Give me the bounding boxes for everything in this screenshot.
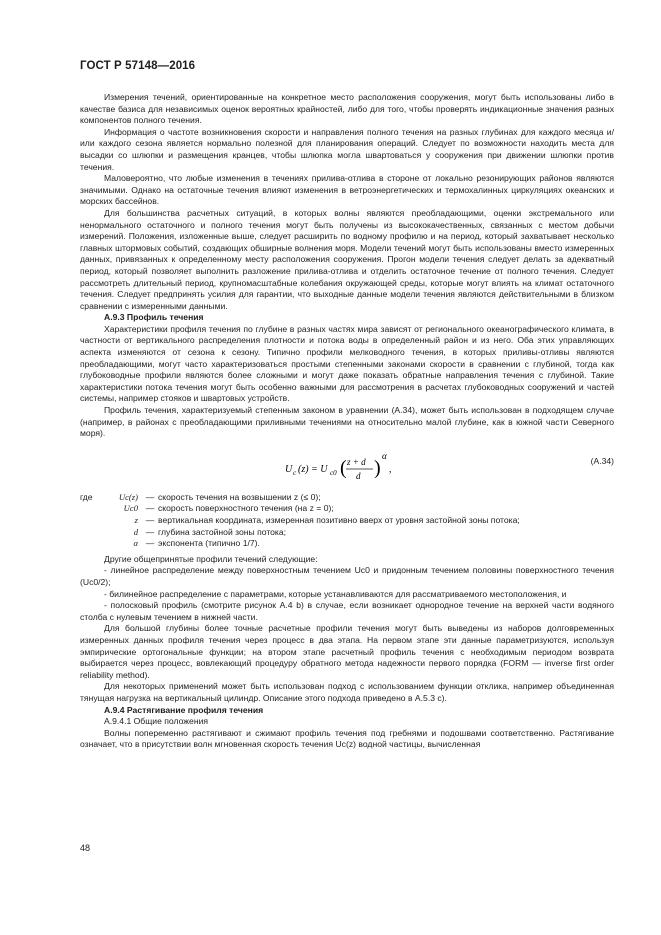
definition-symbol: z — [134, 515, 138, 525]
definition-symbol: d — [133, 526, 138, 537]
paragraph: Для большинства расчетных ситуаций, в которых волны являются преобладающими, оценки экстремального или ненормального остаточного и полного течения могут быть получены из высококачественных, связанных с местом добычи измерений. Положения, изложенные выше, следует расширить по водному профилю и на период, который захватывает несколько главных штормовых событий, создающих обширные волнения моря. Модели течений могут быть использованы вместо измеренных данных, привязанных к определенному месту расположения сооружения. Прогон модели течения следует делать за адекватный период, который позволяет выполнить разложение прилива-отлива и отделить остаточное течение от полного течения. Следует рассмотреть длительный период, крупномасштабные колебания окружающей среды, которые могут влиять на климат остаточного течения. Следует предпринять усилия для гарантии, что выходные данные модели течения являются действительными в близком сравнении с измеренными данными. — [80, 207, 614, 311]
svg-text:(: ( — [340, 456, 347, 479]
symbol-definitions — [80, 492, 614, 550]
formula-exponent: α — [382, 450, 387, 461]
equation-a34 — [80, 444, 614, 488]
formula-trailing-comma: , — [389, 463, 392, 475]
formula-lhs-arg: (z) = U — [298, 463, 328, 475]
paragraph: Другие общепринятые профили течений следующие: — [104, 553, 318, 564]
page-number: 48 — [80, 843, 91, 853]
paragraph: Характеристики профиля течения по глубине в разных частях мира зависят от регионального океанографического климата, в частности от вертикального распределения плотности и потока воды в определенный район и из него. Оба этих управляющих аспекта изменяются от сезона к сезону. Типично профили мелководного течения, в которых приливы-отливы являются преобладающими, могут часто характеризоваться простыми степенными законами скорости в сравнении с глубиной, тогда как глубоководные профили являются более сложными и могут даже показать обратные направления течения с глубиной. Такие характеристики потока течения могут быть особенно важными для рассмотрения в расчетах глубоководных сооружений и частей системы, например стояков и швартовых устройств. — [80, 323, 614, 404]
definition-row — [80, 492, 614, 504]
section-heading-a93: А.9.3 Профиль течения — [104, 312, 204, 323]
equation-number: (А.34) — [590, 455, 614, 466]
definition-symbol: Uc(z) — [118, 491, 138, 502]
document-body — [80, 92, 614, 751]
definition-lead — [80, 503, 104, 515]
definition-text: вертикальная координата, измеренная позитивно вверх от уровня застойной зоны потока; — [158, 515, 520, 525]
formula-fraction-denominator: d — [356, 470, 361, 481]
definition-row — [80, 538, 614, 550]
list-item: - полосковый профиль (смотрите рисунок А.4 b) в случае, если возникает однородное течение на верхней части водяного столба с нулевым течением в нижней части. — [80, 600, 614, 622]
standard-header: ГОСТ Р 57148—2016 — [80, 60, 196, 72]
definition-row — [80, 527, 614, 539]
definition-row — [80, 515, 614, 527]
definition-text: глубина застойной зоны потока; — [158, 526, 287, 537]
subsection-heading-a941: А.9.4.1 Общие положения — [104, 716, 209, 727]
formula-fraction-numerator: z + d — [347, 456, 366, 467]
formula-lhs-sub: c — [293, 468, 297, 477]
paragraph: Для большой глубины более точные расчетные профили течения могут быть выведены из наборов долговременных измеренных данных профиля течения через процесс в два этапа. На первом этапе эти данные параметризуются, используя эмпирические ортогональные функции; на втором этапе расчетный профиль течения с необходимым периодом возврата выбирается через процесс, вовлекающий процедуру обратного метода надежности первого порядка (FORM — inverse first order reliability method). — [80, 623, 614, 680]
svg-text:): ) — [374, 456, 381, 479]
definition-symbol: Uc0 — [123, 503, 138, 514]
paragraph: Для некоторых применений может быть использован подход с использованием функции отклика, например объединенная тянущая нагрузка на вертикальный цилиндр. Описание этого подхода приведено в А.5.3 с). — [80, 681, 614, 703]
paragraph: Маловероятно, что любые изменения в течениях прилива-отлива в стороне от локально резонирующих районов являются значимыми. Однако на остаточные течения влияют изменения в ветроэнергетических и термохалинных циркуляциях океанских и морских бассейнов. — [80, 173, 614, 207]
paragraph: Информация о частоте возникновения скорости и направления полного течения на разных глубинах для каждого месяца и/или каждого сезона является нормально полезной для планирования операций. Следует по возможности находить места для высадки со шлюпки и размещения кранцев, чтобы шлюпка могла швартоваться у сооружения при движении шлюпки против течения. — [80, 126, 614, 172]
paragraph: Измерения течений, ориентированные на конкретное место расположения сооружения, могут быть использованы либо в качестве базиса для независимых оценок вероятных крайностей, либо для того, чтобы проверять индикационные значения разных компонентов полного течения. — [80, 92, 614, 126]
list-item: - билинейное распределение с параметрами, которые устанавливаются для рассматриваемого местоположения, и — [104, 588, 567, 599]
power-law-formula — [285, 450, 425, 490]
paragraph: Профиль течения, характеризуемый степенным законом в уравнении (А.34), может быть использован в подходящем случае (например, в районах с преобладающими приливными течениями на относительно малой глубине, как в южной части Северного моря). — [80, 405, 614, 439]
definition-row — [80, 503, 614, 515]
definition-symbol: α — [133, 538, 138, 549]
definition-lead: где — [80, 491, 93, 502]
definition-text: скорость поверхностного течения (на z = 0); — [158, 503, 334, 514]
paragraph: Волны попеременно растягивают и сжимают профиль течения под гребнями и подошвами соответственно. Растягивание означает, что в присутствии волн мгновенная скорость течения Uc(z) водной частицы, вычисленная — [80, 727, 614, 750]
definition-dash: — — [145, 491, 155, 502]
definition-text: скорость течения на возвышении z (≤ 0); — [158, 491, 321, 502]
list-item: - линейное распределение между поверхностным течением Uc0 и придонным течением половины поверхностного течения (Uc0/2); — [80, 565, 614, 587]
definition-text: экспонента (типично 1/7). — [158, 538, 260, 549]
section-heading-a94: А.9.4 Растягивание профиля течения — [104, 704, 264, 715]
definition-lead — [80, 515, 104, 527]
definition-dash: — — [145, 503, 155, 514]
definition-lead — [80, 527, 104, 539]
definition-dash: — — [145, 526, 155, 537]
definition-dash: — — [145, 538, 155, 549]
formula-lhs: U — [285, 463, 293, 475]
definition-lead — [80, 538, 104, 550]
formula-rhs-sub: c0 — [330, 468, 337, 477]
definition-dash: — — [145, 515, 155, 525]
